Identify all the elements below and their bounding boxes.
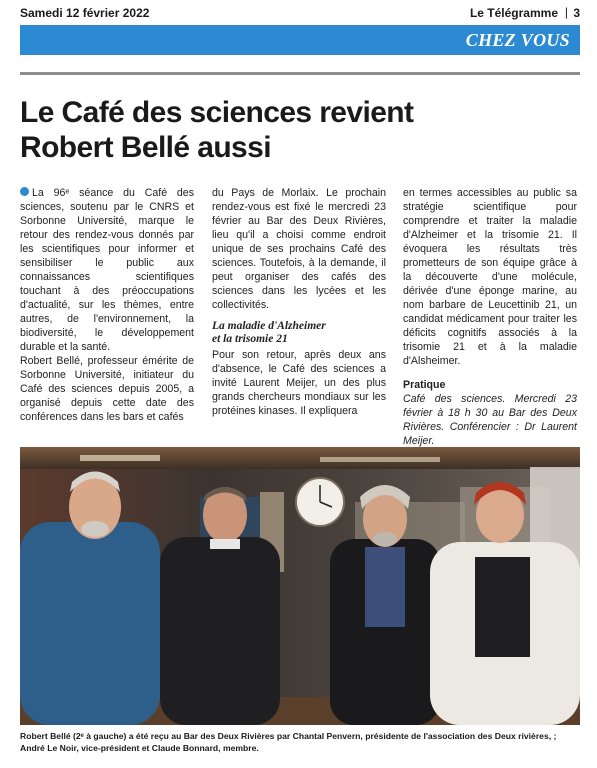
page-number: 3 [573,6,580,20]
paragraph-intro [20,186,194,354]
photo-caption [20,730,580,754]
paragraph-bio: Robert Bellé, professeur émérite de Sorbonne Université, initiateur du Café des sciences depuis 2005, a organisé depuis cette date des conférences dans les bars et cafés [20,355,194,423]
subheading-line-1: La maladie d'Alzheimer [212,320,326,332]
group-photo [20,447,580,725]
masthead-separator: | [564,5,568,19]
headline-rule [20,72,580,75]
paragraph-next-meeting: du Pays de Morlaix. Le prochain rendez-vous est fixé le mercredi 23 février au Bar des Deux Rivières, lieu qu'il a choisi comme endroit unique de ses prochains Café des sciences. Toutefois, à la demande, il peut organiser des cafés des sciences dans les lycées et les collectivités. [212,187,386,311]
subheading-line-2: et la trisomie 21 [212,333,288,345]
section-banner [20,25,580,55]
caption-line-2: André Le Noir, vice-président et Claude Bonnard, membre. [20,743,259,753]
masthead [20,4,580,22]
article-subheading [212,320,386,346]
practical-info-title: Pratique [403,379,446,391]
group-photo-illustration [20,447,580,725]
paragraph-intro-text: La 96ᵉ séance du Café des sciences, soutenu par le CNRS et Sorbonne Université, marque le retour des rendez-vous donnés par les scientifiques pour informer et sensibiliser le public aux connaissances scientifiques touchant à des préoccupations d'actualité, sur les thèmes, entre autres, de l'environnement, la biodiversité, le développement durable et la santé. [20,187,194,353]
article-column-1 [20,186,194,424]
caption-line-1: Robert Bellé (2ᵉ à gauche) a été reçu au Bar des Deux Rivières par Chantal Penvern, présidente de l'association des Deux rivières, ; [20,731,557,741]
practical-info-text: Café des sciences. Mercredi 23 février à 18 h 30 au Bar des Deux Rivières. Conférencier : Dr Laurent Meijer. [403,393,577,447]
article-headline [20,95,580,165]
issue-date: Samedi 12 février 2022 [20,6,150,20]
headline-line-2: Robert Bellé aussi [20,131,271,164]
article-column-3 [403,186,577,448]
newspaper-name: Le Télégramme [469,6,558,20]
paragraph-research: en termes accessibles au public sa stratégie scientifique pour comprendre et traiter la maladie d'Alzheimer et la trisomie 21. Il évoquera les résultats très prometteurs de son équipe grâce à la découverte d'une molécule, dérivée d'une éponge marine, au nom barbare de Leucettinib 21, un candidat médicament pour traiter les déficits cognitifs associés à la trisomie 21 et à la maladie d'Alsheimer. [403,187,577,367]
article-column-2 [212,186,386,418]
section-label: CHEZ VOUS [465,30,570,50]
bullet-dot-icon [20,187,29,196]
paragraph-guest: Pour son retour, après deux ans d'absence, le Café des sciences a invité Laurent Meijer, un des plus grands chercheurs mondiaux sur les protéines kinases. Il expliquera [212,349,386,417]
headline-line-1: Le Café des sciences revient [20,96,414,129]
